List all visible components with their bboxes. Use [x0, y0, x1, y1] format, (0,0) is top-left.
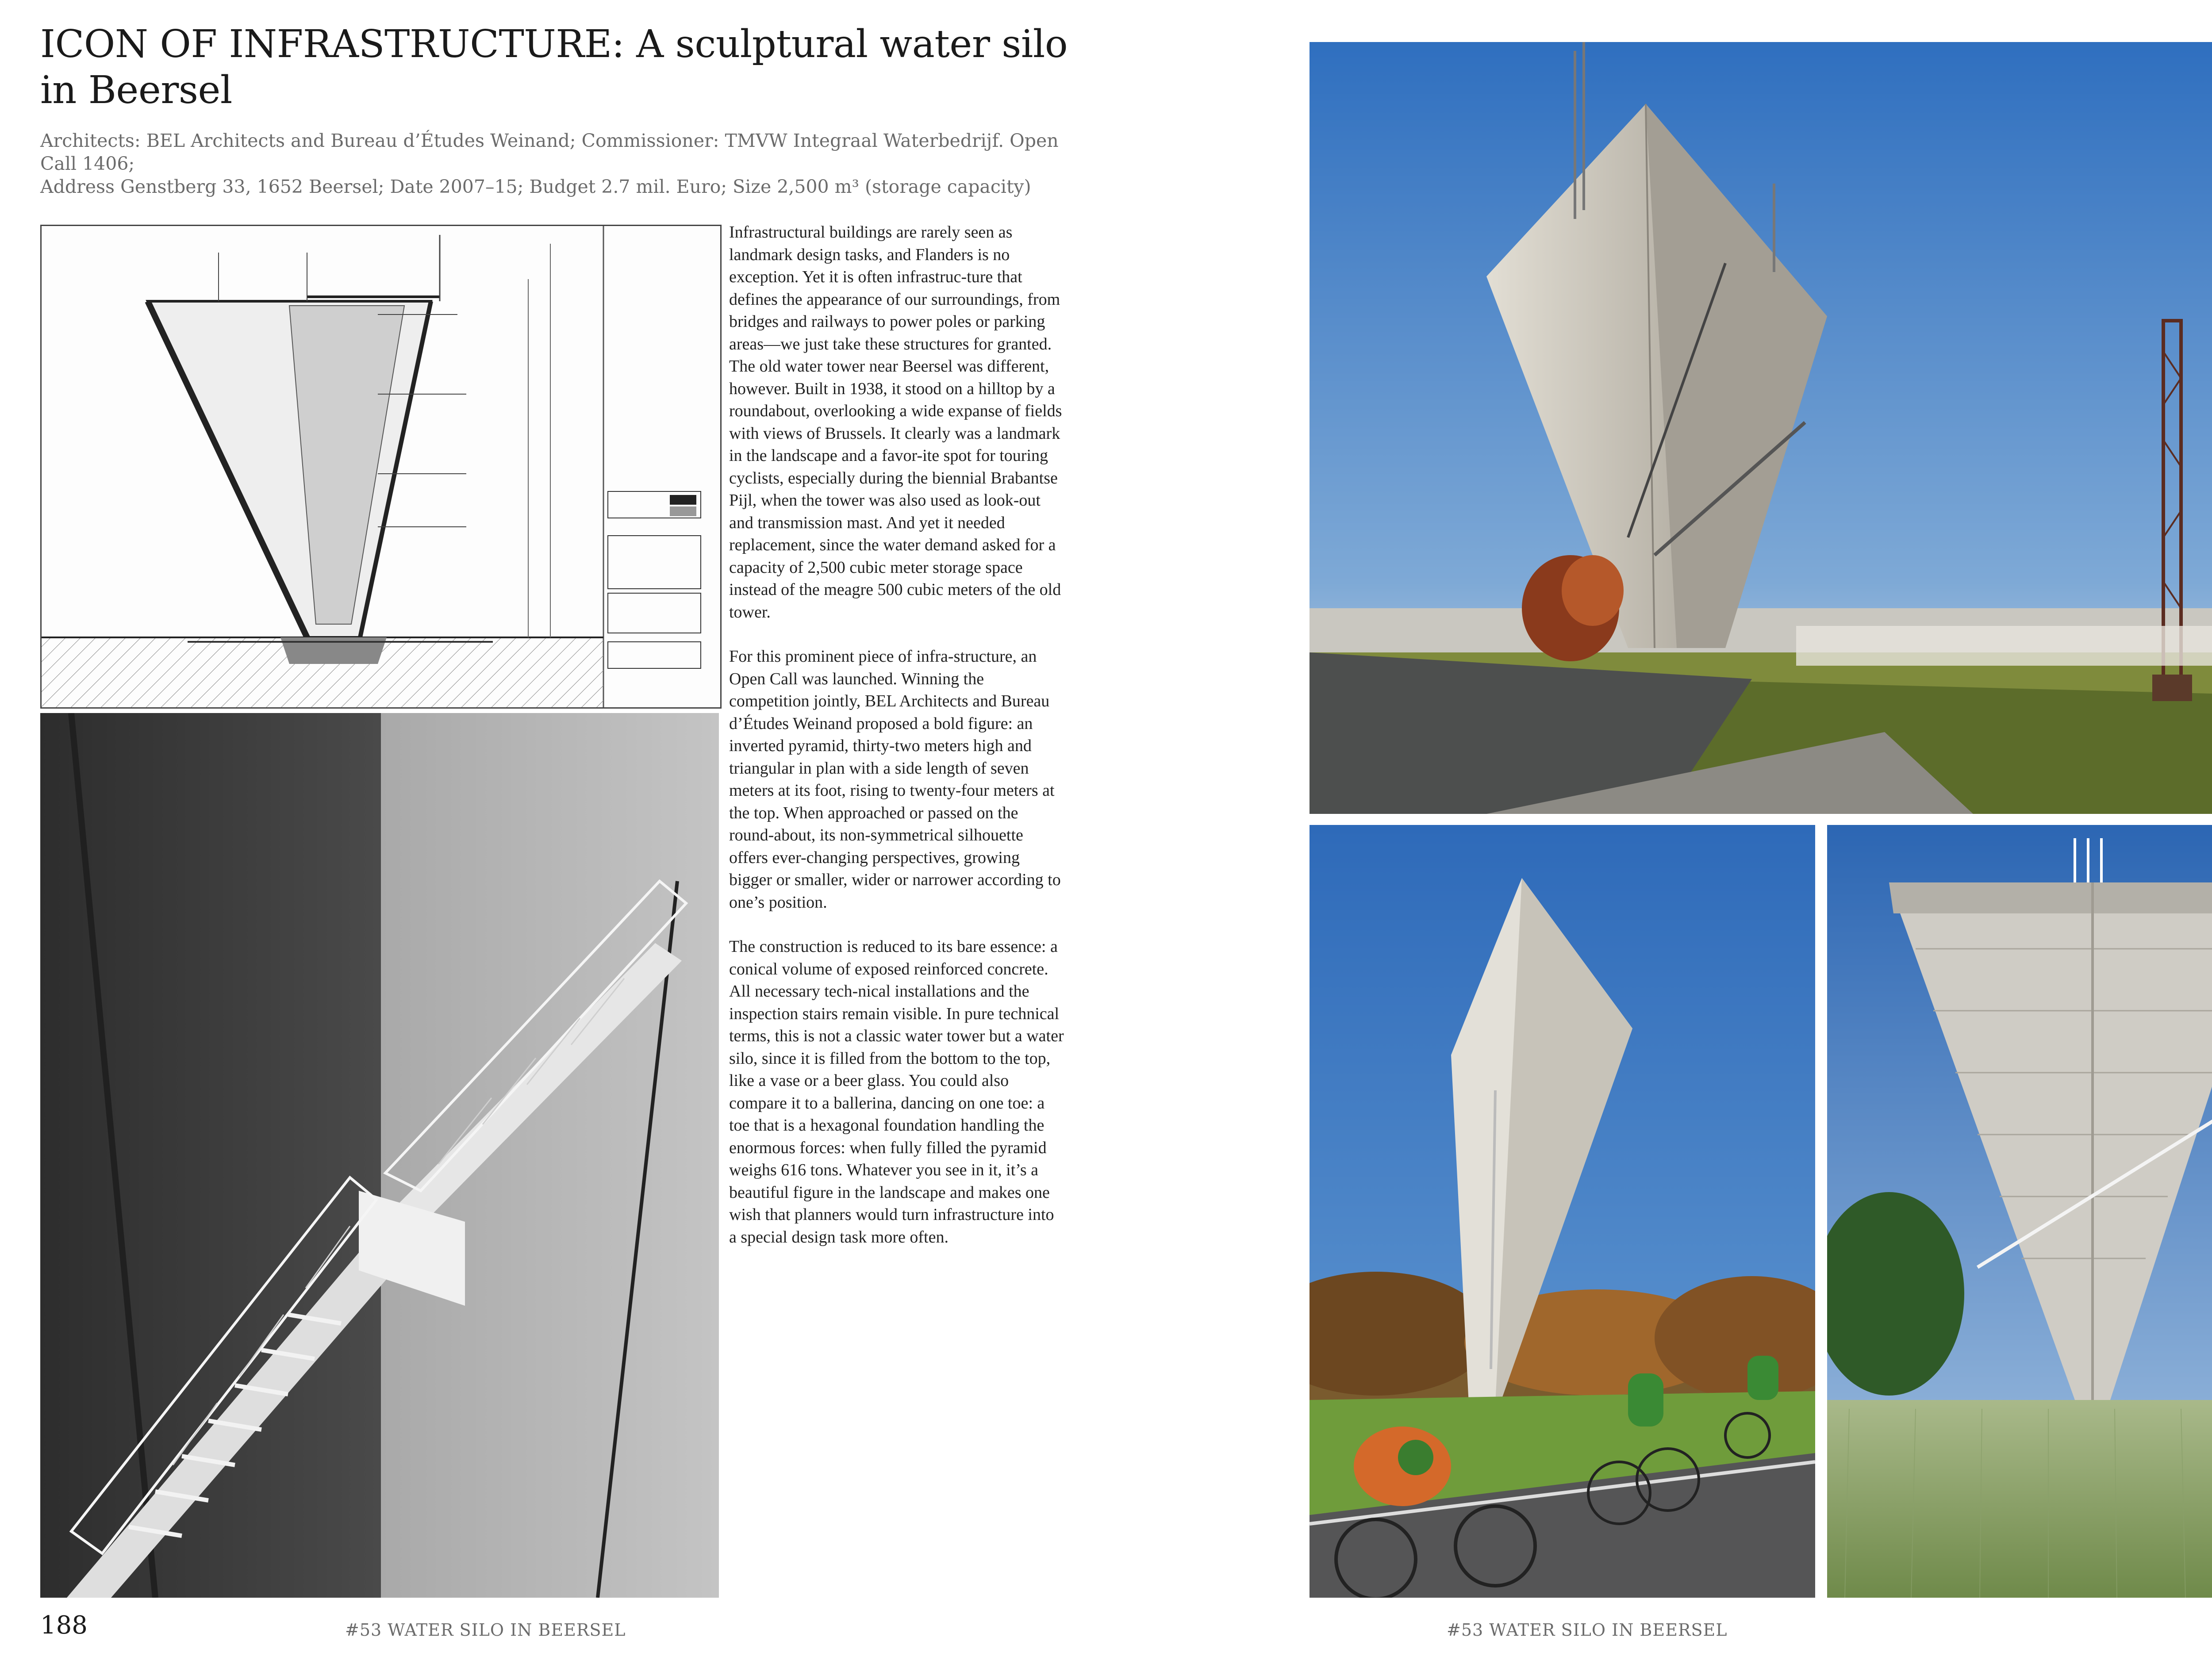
- running-head-right: #53 WATER SILO IN BEERSEL: [1447, 1620, 1728, 1640]
- running-head-left: #53 WATER SILO IN BEERSEL: [345, 1620, 626, 1640]
- body-paragraph-1: Infrastructural buildings are rarely seen as landmark design tasks, and Flanders is no exception. Yet it is often infrastruc-ture that defines the appearance of our surroundings, from bridges and railways to power poles or parking areas—we just take these structures for granted. The old water tower near Beersel was different, however. Built in 1938, it stood on a hilltop by a roundabout, overlooking a wide expanse of fields with views of Brussels. It clearly was a landmark in the landscape and a favor-ite spot for touring cyclists, especially during the biennial Brabantse Pijl, when the tower was also used as look-out and transmission mast. And yet it needed replacement, since the water demand asked for a capacity of 2,500 cubic meter storage space instead of the meagre 500 cubic meters of the old tower.: [729, 223, 1062, 621]
- project-credits: [40, 129, 1080, 198]
- tower-field-photo: [1827, 825, 2212, 1598]
- tower-landscape-photo-svg: [1310, 42, 2212, 814]
- section-drawing: [40, 225, 722, 709]
- article-title: ICON OF INFRASTRUCTURE: A sculptural water silo in Beersel: [40, 22, 1068, 112]
- body-paragraph-3: The construction is reduced to its bare essence: a conical volume of exposed reinforced concrete. All necessary tech-nical installations and the inspection stairs remain visible. In pure technical terms, this is not a classic water tower but a water silo, since it is filled from the bottom to the top, like a vase or a beer glass. You could also compare it to a ballerina, dancing on one toe: a toe that is a hexagonal foundation handling the enormous forces: when fully filled the pyramid weighs 616 tons. Whatever you see in it, it’s a beautiful figure in the landscape and makes one wish that planners would turn infrastructure into a special design task more often.: [729, 937, 1064, 1246]
- stair-detail-photo-svg: [40, 713, 719, 1598]
- credits-line-1: Architects: BEL Architects and Bureau d’Études Weinand; Commissioner: TMVW Integraal Waterbedrijf. Open Call 1406;: [40, 130, 1059, 174]
- credits-line-2: Address Genstberg 33, 1652 Beersel; Date 2007–15; Budget 2.7 mil. Euro; Size 2,500 m³ (storage capacity): [40, 176, 1031, 197]
- tower-landscape-photo: [1310, 42, 2212, 814]
- cyclists-tower-photo: [1310, 825, 1815, 1598]
- tower-field-photo-svg: [1827, 825, 2212, 1598]
- section-drawing-svg: [42, 226, 720, 707]
- stair-detail-photo: [40, 713, 719, 1598]
- body-paragraph-2: For this prominent piece of infra-structure, an Open Call was launched. Winning the competition jointly, BEL Architects and Bureau d’Études Weinand proposed a bold figure: an inverted pyramid, thirty-two meters high and triangular in plan with a side length of seven meters at its foot, rising to twenty-four meters at the top. When approached or passed on the round-about, its non-symmetrical silhouette offers ever-changing perspectives, growing bigger or smaller, wider or narrower according to one’s position.: [729, 647, 1061, 912]
- cyclists-tower-photo-svg: [1310, 825, 1815, 1598]
- page-number-left: 188: [40, 1611, 88, 1640]
- article-body: [729, 221, 1065, 1270]
